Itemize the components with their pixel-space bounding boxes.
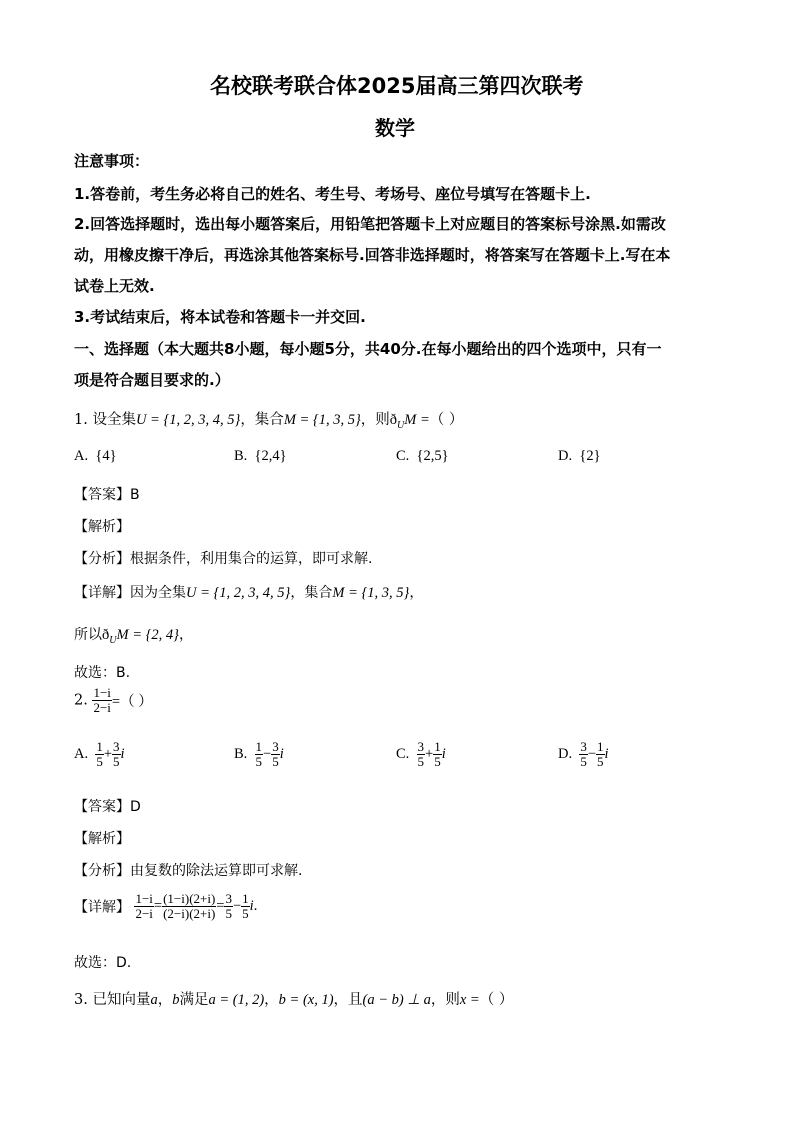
option-d: D. {2} (558, 448, 601, 464)
answer-value: D (130, 799, 141, 815)
answer-tag: 【答案】 (74, 487, 130, 503)
question-number: 2. (74, 692, 88, 709)
fenxi-line: 【分析】由复数的除法运算即可求解. (74, 863, 303, 879)
xiangjie-line: 【详解】 $\frac{1-i}{2-i}$ = $\frac{(1-i)(2+i)}{(2-i)(2+i)}$ = $\frac{3}{5}$ − $\frac{1}{5}$ i. (74, 891, 258, 921)
so-line: 所以$ð_UM = \{2$, 4}， (74, 627, 193, 646)
answer-tag: 【答案】 (74, 799, 130, 815)
option-d: D. $\frac{3}{5}$ − $\frac{1}{5}$ i (558, 739, 609, 769)
question-number: 3. (74, 992, 88, 1008)
option-a: A. {4} (74, 448, 117, 464)
complement-subscript: U (397, 419, 405, 431)
fraction: $\frac{1-i}{2-i}$ (93, 685, 111, 715)
exam-title: 名校联考联合体2025届高三第四次联考 (210, 74, 584, 98)
complement-symbol: ð (389, 412, 398, 428)
section-heading-line-1: 一、选择题（本大题共8小题，每小题5分，共40分.在每小题给出的四个选项中，只有一 (74, 340, 662, 358)
notice-heading: 注意事项： (74, 152, 150, 170)
answer-value: B (130, 487, 140, 503)
stem-text: 设全集 (92, 412, 136, 428)
set-U: U = {1, 2, 3, 4, 5} (135, 412, 241, 428)
option-a: A. $\frac{1}{5}$ + $\frac{3}{5}$ i (74, 739, 125, 769)
analysis-tag: 【解析】 (74, 519, 130, 535)
answer-line (74, 796, 141, 816)
option-b: B. {2,4} (234, 448, 287, 464)
subject-title: 数学 (375, 116, 415, 140)
section-heading-line-2: 项是符合题目要求的.） (74, 371, 230, 389)
answer-paren: （ ） (429, 412, 464, 428)
notice-item-3: 3.考试结束后，将本试卷和答题卡一并交回. (74, 308, 366, 326)
question-1-stem (74, 408, 463, 431)
conclusion: 故选：D. (74, 955, 132, 971)
question-2-stem: 2. $\frac{1-i}{2-i}$ =（ ） (74, 685, 153, 715)
notice-item-2-line-2: 动，用橡皮擦干净后，再选涂其他答案标号.回答非选择题时，将答案写在答题卡上.写在本 (74, 246, 671, 264)
question-3-stem: 3. 已知向量a，b满足a = (1, 2)，b = (x, 1)，且(a − b) ⊥ a，则x =（ ） (74, 992, 514, 1008)
stem-text: ，则 (360, 412, 390, 428)
notice-item-2-line-1: 2.回答选择题时，选出每小题答案后，用铅笔把答题卡上对应题目的答案标号涂黑.如需改 (74, 215, 666, 233)
analysis-tag: 【解析】 (74, 831, 130, 847)
option-c: C. {2,5} (396, 448, 449, 464)
notice-item-1: 1.答卷前，考生务必将自己的姓名、考生号、考场号、座位号填写在答题卡上. (74, 185, 591, 203)
option-c: C. $\frac{3}{5}$ + $\frac{1}{5}$ i (396, 739, 446, 769)
option-b: B. $\frac{1}{5}$ − $\frac{3}{5}$ i (234, 739, 284, 769)
answer-line (74, 484, 140, 504)
question-number: 1. (74, 412, 88, 428)
conclusion: 故选：B. (74, 665, 131, 681)
notice-item-2-line-3: 试卷上无效. (74, 277, 155, 295)
fenxi-line: 【分析】根据条件，利用集合的运算，即可求解. (74, 551, 373, 567)
stem-text: ，集合 (240, 412, 284, 428)
xiangjie-line: 【详解】因为全集U = {1, 2, 3, 4, 5}，集合M = {1, 3, 5}， (74, 585, 424, 601)
set-M-expr: M = (404, 412, 430, 428)
set-M: M = {1, 3, 5} (283, 412, 361, 428)
